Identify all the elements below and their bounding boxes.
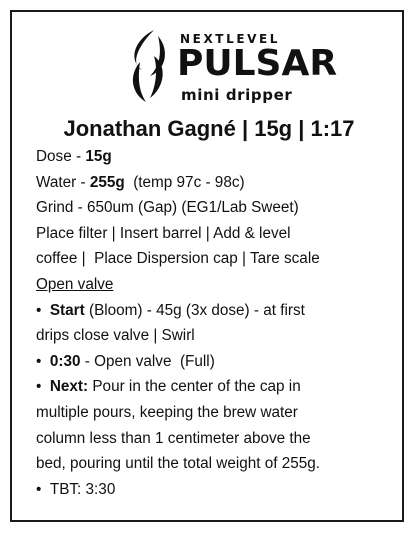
brand-pulsar: PULSAR <box>177 43 338 84</box>
step-start-label: Start <box>49 301 85 319</box>
brand-logo <box>124 26 338 112</box>
step-next-cont-3: bed, pouring until the total weight of 255g. <box>36 455 321 473</box>
step-start <box>36 298 386 324</box>
step-next-cont-1: multiple pours, keeping the brew water <box>36 403 298 421</box>
open-valve-text: Open valve <box>36 275 114 293</box>
step-tbt <box>36 477 386 503</box>
bullet: • <box>36 480 42 498</box>
step-start-cont: drips close valve | Swirl <box>36 327 195 345</box>
bullet: • <box>36 378 42 396</box>
step-030-label: 0:30 <box>49 352 81 370</box>
step-next-label: Next: <box>49 378 89 396</box>
pulsar-swirl-icon <box>124 26 172 106</box>
open-valve-line <box>36 272 386 298</box>
recipe-card <box>10 10 404 522</box>
step-030-text: - Open valve (Full) <box>80 352 215 370</box>
step-start-text: (Bloom) - 45g (3x dose) - at first <box>84 301 305 319</box>
grind-line: Grind - 650um (Gap) (EG1/Lab Sweet) <box>36 199 299 217</box>
bullet: • <box>36 301 42 319</box>
step-next-text: Pour in the center of the cap in <box>88 378 301 396</box>
recipe-body <box>36 144 386 502</box>
dose-label: Dose - <box>36 148 86 165</box>
step-next-cont-2: column less than 1 centimeter above the <box>36 429 311 447</box>
water-label: Water - <box>36 173 90 191</box>
water-line <box>36 170 386 196</box>
recipe-title: Jonathan Gagné | 15g | 1:17 <box>63 116 355 141</box>
prep-line-2: coffee | Place Dispersion cap | Tare scale <box>36 250 320 268</box>
dose-line <box>36 144 386 170</box>
water-value: 255g <box>89 173 125 191</box>
brand-mini-dripper: mini dripper <box>181 86 293 104</box>
bullet: • <box>36 352 42 370</box>
step-030 <box>36 349 386 375</box>
step-tbt-text: TBT: 3:30 <box>49 480 116 498</box>
step-next <box>36 374 386 400</box>
prep-line-1: Place filter | Insert barrel | Add & level <box>36 224 291 242</box>
dose-value: 15g <box>85 148 112 165</box>
brand-nextlevel: NEXTLEVEL <box>180 32 281 46</box>
water-note: (temp 97c - 98c) <box>124 173 245 191</box>
